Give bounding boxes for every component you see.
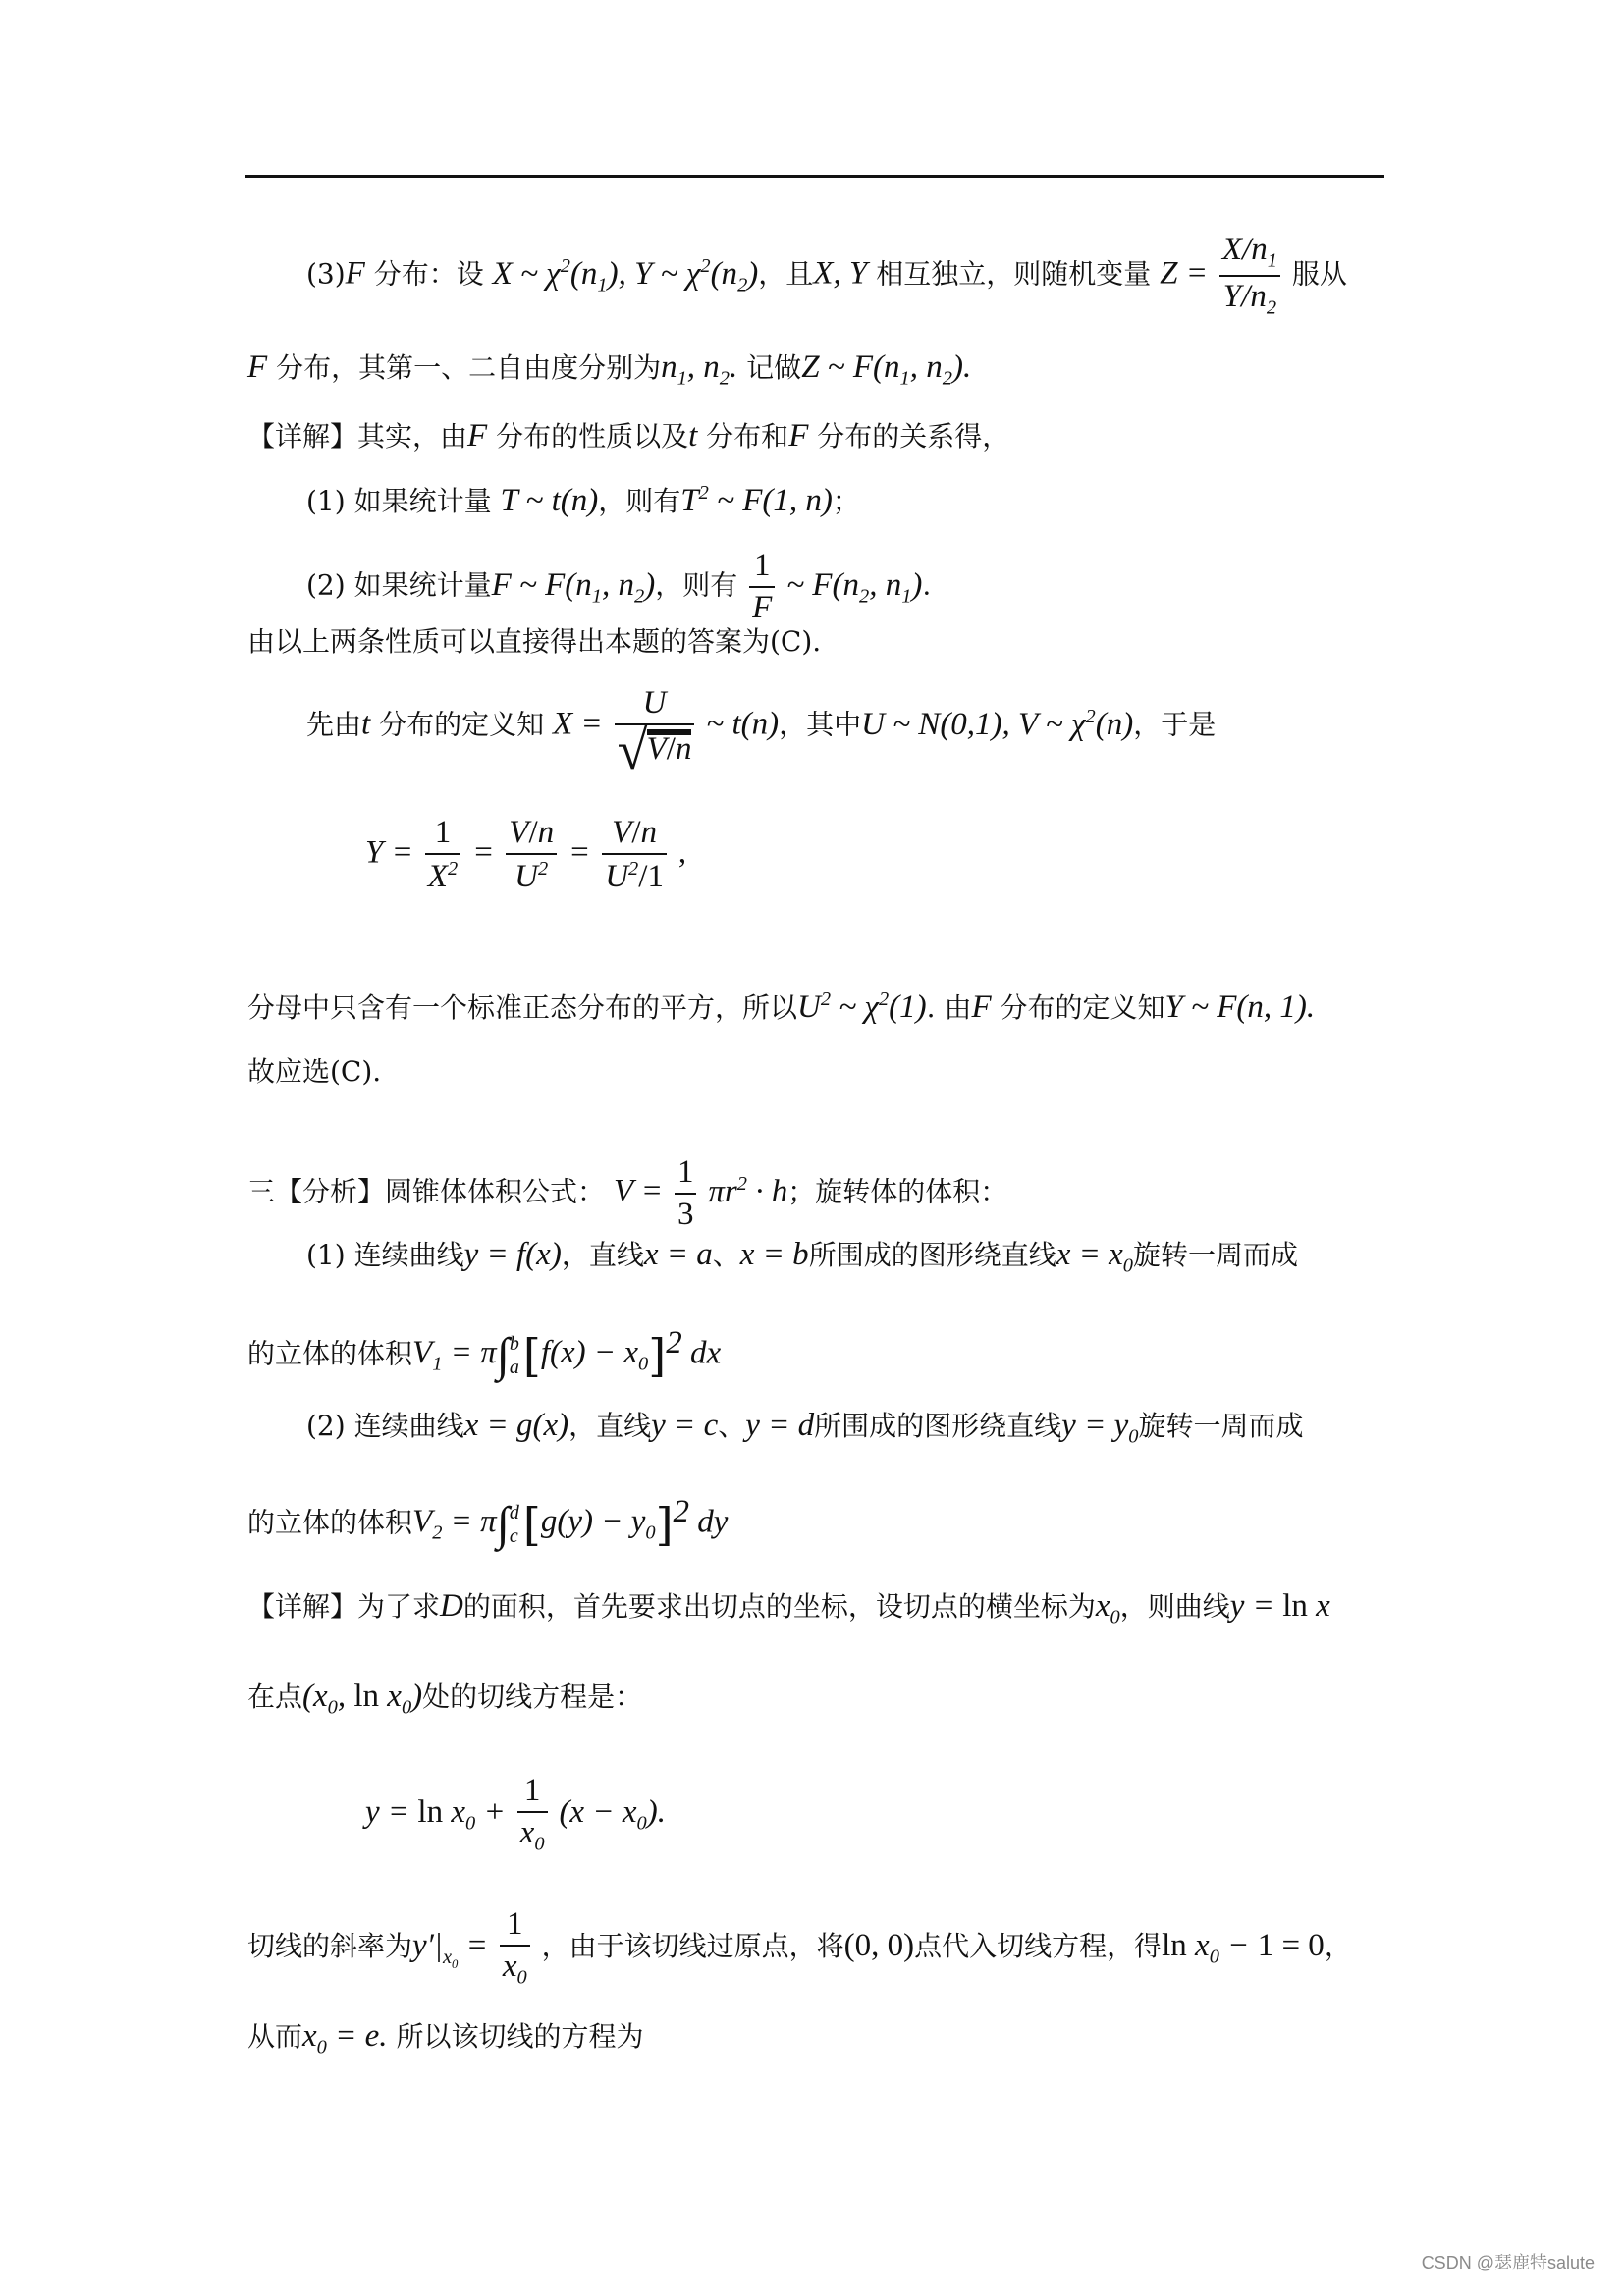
header-rule — [245, 175, 1384, 178]
rotation-case-2: (2) 连续曲线x = g(x)，直线y = c、y = d所围成的图形绕直线$y = y_0$旋转一周而成 — [306, 1408, 1304, 1448]
csdn-watermark: CSDN @瑟鹿特salute — [1421, 2253, 1595, 2272]
tangent-point: 在点($x_0$, $\ln x_0$)处的切线方程是： — [247, 1679, 643, 1719]
final-paragraph: 从而$x_0 = e$. 所以该切线的方程为 — [247, 2018, 644, 2058]
conclusion-1: 由以上两条性质可以直接得出本题的答案为(C). — [247, 625, 822, 658]
t-distribution-definition: 先由t 分布的定义知 X = U √ V/n ~ t(n)，其中U ~ N(0,1), V ~ $\chi^2(n)$，于是 — [306, 685, 1217, 781]
denominator-paragraph: 分母中只含有一个标准正态分布的平方，所以$U^2$ ~ $\chi^2(1)$. 由F 分布的定义知Y ~ F(n, 1). — [247, 988, 1316, 1025]
detail-paragraph-2: 【详解】为了求D的面积，首先要求出切点的坐标，设切点的横坐标为$x_0$，则曲线y = ln x — [247, 1588, 1330, 1629]
y-equation: Y = $\frac{1}{X^2}$ = $\frac{V/n}{U^2}$ = $\frac{V/n}{U^2/1}$ , — [365, 815, 687, 894]
property-1: (1) 如果统计量 T ~ t(n)，则有$T^2$ ~ F(1, n)； — [306, 482, 860, 518]
f-distribution-definition: (3)F 分布：设 X ~ $\chi^2(n_1)$, Y ~ $\chi^2(n_2)$，且X, Y 相互独立，则随机变量 Z = $\frac{X/n_1}{Y/n_2}$ 服从 — [306, 232, 1347, 319]
tangent-equation: $y = \ln x_0$ + $\frac{1}{x_0}$ $(x - x_0)$. — [365, 1773, 666, 1855]
f-distribution-degrees: F 分布，其第一、二自由度分别为$n_1$, $n_2$. 记做Z ~ $F(n_1$, $n_2$). — [247, 349, 972, 390]
volume-formula-1: 的立体的体积$V_1 = \pi\int$ b a $[f(x) - x_0]^2$ dx — [247, 1325, 722, 1382]
slope-paragraph: 切线的斜率为$y'|_{x_0}$ = $\frac{1}{x_0}$ ，由于该切线过原点，将(0, 0)点代入切线方程，得$\ln x_0 - 1 = 0$， — [247, 1906, 1352, 1989]
part3-analysis: 三【分析】圆锥体体积公式： V = $\frac{1}{3}$ $\pi r^2 \cdot h$；旋转体的体积： — [247, 1154, 1008, 1232]
volume-formula-2: 的立体的体积$V_2 = \pi\int$ d c $[g(y) - y_0]^2$ dy — [247, 1494, 729, 1551]
choose-c: 故应选(C). — [247, 1055, 382, 1088]
rotation-case-1: (1) 连续曲线y = f(x)，直线x = a、x = b所围成的图形绕直线$x = x_0$旋转一周而成 — [306, 1237, 1298, 1277]
property-2: (2) 如果统计量F ~ $F(n_1$, $n_2$)，则有 $\frac{1}{F}$ ~ $F(n_2$, $n_1$). — [306, 548, 932, 625]
detail-paragraph-1: 【详解】其实，由F 分布的性质以及t 分布和F 分布的关系得， — [247, 418, 1010, 454]
